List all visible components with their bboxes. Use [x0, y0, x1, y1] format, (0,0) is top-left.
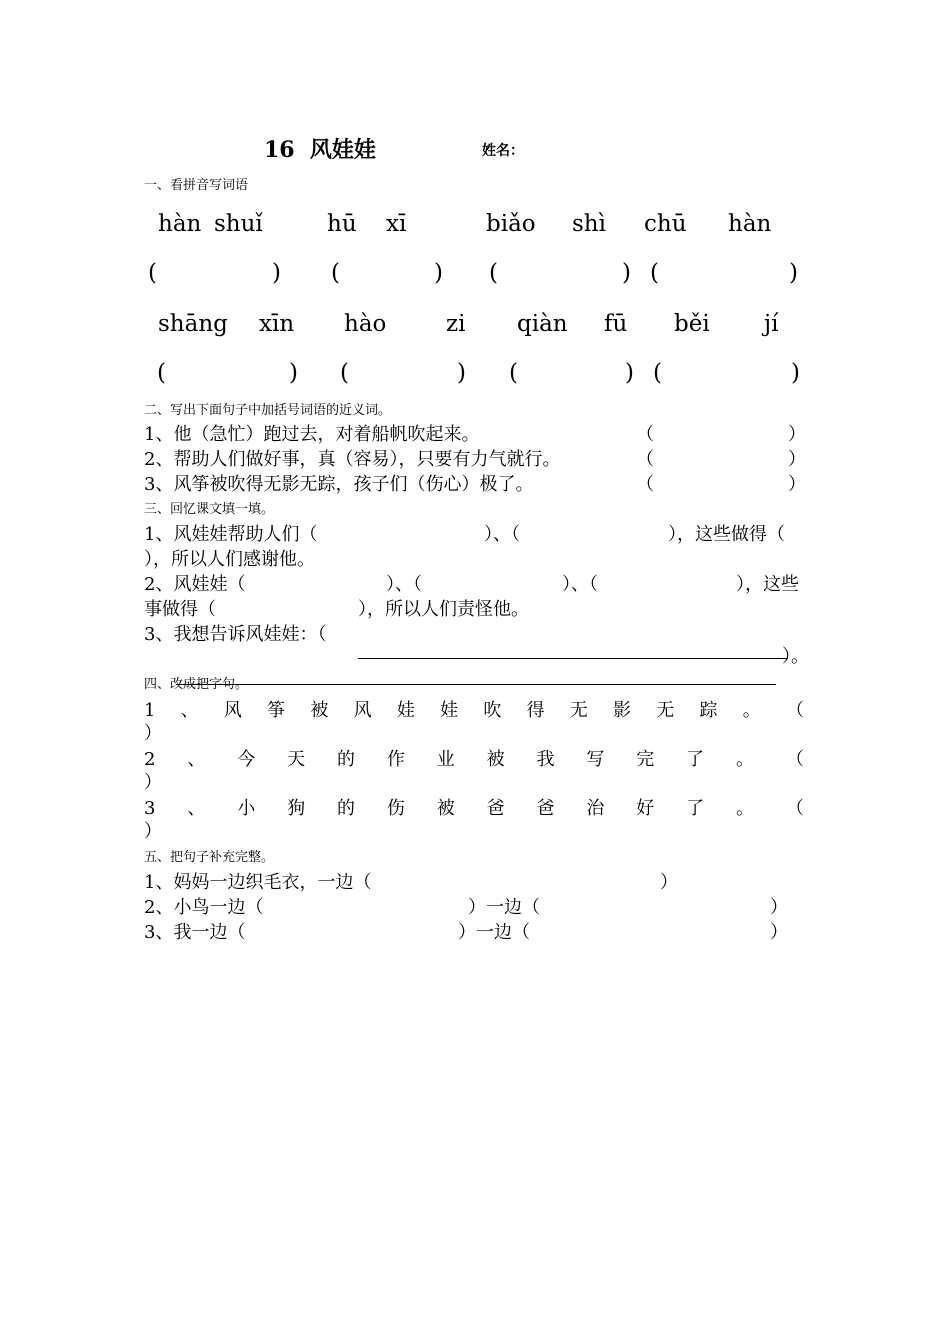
pinyin-syllable: hū	[327, 211, 357, 237]
answer-close-paren: )	[289, 360, 298, 386]
answer-open-paren: (	[340, 360, 349, 386]
fill-blank-text: ）。	[782, 646, 809, 667]
pinyin-syllable: biǎo	[486, 211, 536, 237]
section-5-heading: 五、把句子补充完整。	[144, 850, 275, 865]
pinyin-syllable: chū	[644, 211, 687, 237]
pinyin-syllable: qiàn	[517, 311, 568, 337]
answer-open-paren: (	[148, 260, 157, 286]
pinyin-syllable: běi	[674, 311, 710, 337]
complete-sentence-text: ）	[770, 897, 788, 918]
answer-close-paren: ）	[144, 723, 162, 744]
answer-close-paren: )	[622, 260, 631, 286]
name-label: 姓名：	[482, 143, 524, 159]
fill-blank-text: ），这些	[736, 574, 799, 595]
pinyin-syllable: xī	[386, 211, 407, 237]
answer-close-paren: ）	[144, 821, 162, 842]
answer-open-paren: (	[157, 360, 166, 386]
complete-sentence-text: 2、小鸟一边（	[144, 897, 264, 918]
strike-line	[176, 684, 776, 685]
section-3-heading: 三、回忆课文填一填。	[144, 502, 275, 517]
pinyin-syllable: shāng	[158, 311, 228, 337]
pinyin-syllable: fū	[604, 311, 628, 337]
complete-sentence-text: ）	[660, 872, 678, 893]
pinyin-syllable: hàn	[728, 211, 772, 237]
fill-blank-text: 2、风娃娃（	[144, 574, 246, 595]
answer-close-paren: )	[457, 360, 466, 386]
answer-open-paren: (	[331, 260, 340, 286]
pinyin-syllable: hào	[344, 311, 387, 337]
fill-blank-text: ）、（	[386, 574, 422, 595]
section-1-heading: 一、看拼音写词语	[144, 178, 249, 193]
fill-blank-text: 3、我想告诉风娃娃：（	[144, 624, 327, 645]
answer-close-paren: )	[434, 260, 443, 286]
answer-close-paren: )	[272, 260, 281, 286]
answer-close-paren: )	[789, 260, 798, 286]
section-4-heading: 四、改成把字句。	[144, 677, 249, 692]
complete-sentence-text: 3、我一边（	[144, 922, 246, 943]
complete-sentence-text: ）一边（	[458, 922, 530, 943]
complete-sentence-text: ）一边（	[468, 897, 540, 918]
synonym-question: 3、风筝被吹得无影无踪，孩子们（伤心）极了。	[144, 474, 534, 495]
answer-open-paren: (	[653, 360, 662, 386]
fill-blank-text: ）、（	[484, 524, 520, 545]
fill-blank-text: 事做得（	[144, 599, 216, 620]
answer-open-paren: （	[636, 474, 654, 495]
answer-close-paren: ）	[788, 449, 806, 470]
answer-open-paren: （	[636, 424, 654, 445]
answer-close-paren: ）	[144, 772, 162, 793]
pinyin-syllable: shì	[572, 211, 606, 237]
answer-close-paren: )	[625, 360, 634, 386]
answer-open-paren: (	[650, 260, 659, 286]
synonym-question: 2、帮助人们做好事，真（容易），只要有力气就行。	[144, 449, 561, 470]
fill-blank-text: ），所以人们感谢他。	[144, 549, 315, 570]
complete-sentence-text: ）	[770, 922, 788, 943]
fill-blank-text: ），所以人们责怪他。	[358, 599, 529, 620]
page-title: 16 风娃娃	[264, 137, 376, 163]
synonym-question: 1、他（急忙）跑过去，对着船帆吹起来。	[144, 424, 480, 445]
fill-blank-text: ），这些做得（	[668, 524, 785, 545]
answer-line	[358, 658, 788, 659]
pinyin-syllable: zi	[446, 311, 466, 337]
fill-blank-text: ）、（	[562, 574, 598, 595]
pinyin-syllable: jí	[764, 311, 779, 337]
pinyin-syllable: hàn	[158, 211, 202, 237]
pinyin-syllable: xīn	[259, 311, 295, 337]
answer-open-paren: (	[489, 260, 498, 286]
answer-close-paren: )	[791, 360, 800, 386]
complete-sentence-text: 1、妈妈一边织毛衣，一边（	[144, 872, 372, 893]
answer-open-paren: (	[509, 360, 518, 386]
fill-blank-text: 1、风娃娃帮助人们（	[144, 524, 318, 545]
ba-sentence-question: 2 、 今 天 的 作 业 被 我 写 完 了 。 （	[144, 749, 804, 770]
ba-sentence-question: 3 、 小 狗 的 伤 被 爸 爸 治 好 了 。 （	[144, 798, 804, 819]
answer-close-paren: ）	[788, 474, 806, 495]
answer-open-paren: （	[636, 449, 654, 470]
ba-sentence-question: 1 、 风 筝 被 风 娃 娃 吹 得 无 影 无 踪 。 （	[144, 700, 804, 721]
answer-close-paren: ）	[788, 424, 806, 445]
pinyin-syllable: shuǐ	[214, 211, 263, 237]
section-2-heading: 二、写出下面句子中加括号词语的近义词。	[144, 403, 392, 418]
